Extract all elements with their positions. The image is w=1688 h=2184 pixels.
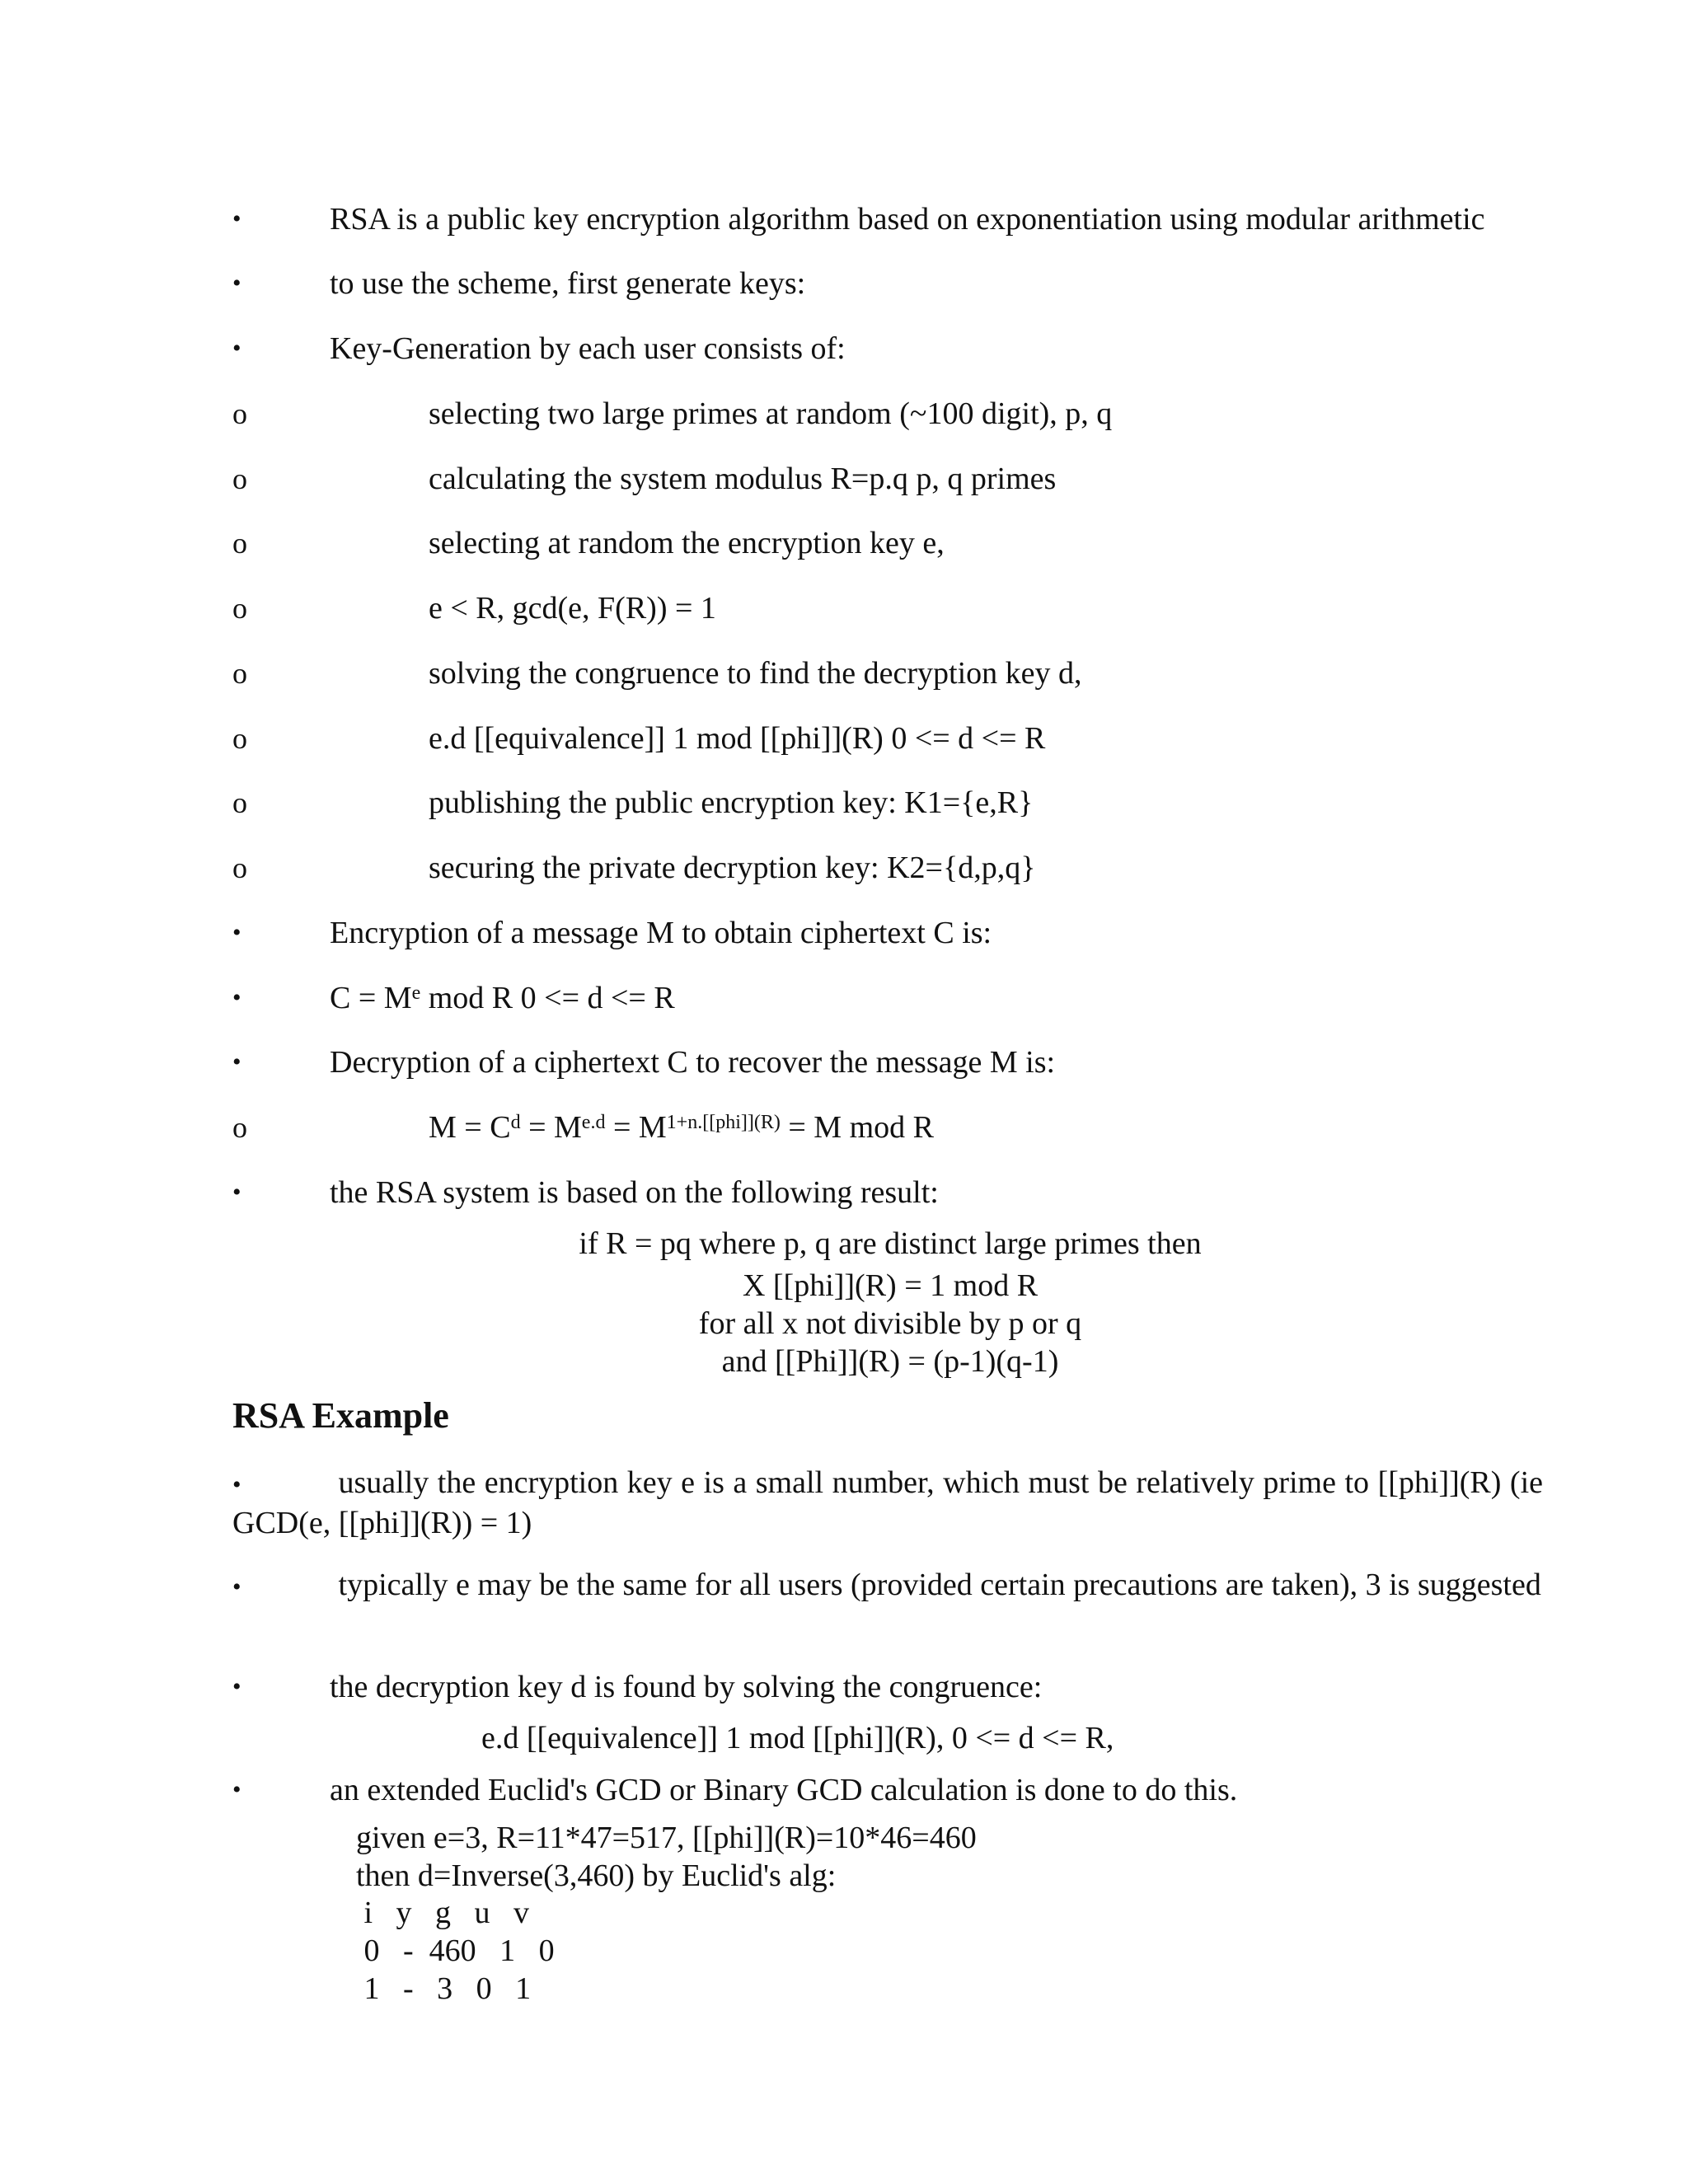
list-item: Key-Generation by each user consists of: bbox=[330, 331, 846, 366]
bullet-dot: • bbox=[232, 1048, 241, 1076]
example-then: then d=Inverse(3,460) by Euclid's alg: bbox=[356, 1858, 837, 1893]
sub-bullet: o bbox=[232, 592, 247, 625]
bullet-dot: • bbox=[232, 269, 241, 297]
sub-bullet: o bbox=[232, 851, 247, 884]
result-line: X [[phi]](R) = 1 mod R bbox=[742, 1268, 1039, 1303]
sub-bullet: o bbox=[232, 462, 247, 495]
table-row: 0 - 460 1 0 bbox=[356, 1933, 555, 1968]
table-row: 1 - 3 0 1 bbox=[356, 1971, 532, 2006]
bullet-dot: • bbox=[232, 1673, 241, 1700]
section-heading: RSA Example bbox=[232, 1395, 449, 1436]
paragraph: • typically e may be the same for all users (provided certain precautions are taken), 3 is suggested bbox=[232, 1568, 1541, 1602]
bullet-dot: • bbox=[232, 1471, 241, 1498]
decryption-formula: $M = C^d = M^{e.d} = M^{1+n.[[phi]](R)} = M$ mod R bbox=[429, 1110, 934, 1145]
bullet-dot: • bbox=[232, 1573, 241, 1601]
sub-list-item: calculating the system modulus R=p.q p, q primes bbox=[429, 462, 1057, 496]
bullet-dot: • bbox=[232, 984, 241, 1011]
sub-list-item: solving the congruence to find the decryption key d, bbox=[429, 656, 1082, 691]
list-item: RSA is a public key encryption algorithm based on exponentiation using modular arithmetic bbox=[330, 202, 1485, 237]
result-line: if R = pq where p, q are distinct large primes then bbox=[579, 1226, 1202, 1261]
bullet-dot: • bbox=[232, 919, 241, 946]
bullet-dot: • bbox=[232, 205, 241, 232]
sub-list-item: securing the private decryption key: K2={d,p,q} bbox=[429, 851, 1036, 885]
sub-bullet: o bbox=[232, 657, 247, 690]
list-item: an extended Euclid's GCD or Binary GCD calculation is done to do this. bbox=[330, 1773, 1238, 1807]
bullet-dot: • bbox=[232, 1776, 241, 1803]
sub-list-item: selecting two large primes at random (~100 digit), p, q bbox=[429, 396, 1113, 431]
encryption-formula: $C = M^e$ mod R 0 <= d <= R bbox=[330, 981, 675, 1015]
result-line: and [[Phi]](R) = (p-1)(q-1) bbox=[721, 1344, 1059, 1379]
sub-list-item: publishing the public encryption key: K1={e,R} bbox=[429, 785, 1034, 820]
example-given: given e=3, R=11*47=517, [[phi]](R)=10*46=460 bbox=[356, 1821, 977, 1855]
result-line: for all x not divisible by p or q bbox=[698, 1306, 1082, 1341]
sub-list-item: e.d [[equivalence]] 1 mod [[phi]](R) 0 <= d <= R bbox=[429, 721, 1046, 756]
sub-bullet: o bbox=[232, 722, 247, 755]
congruence-formula: e.d [[equivalence]] 1 mod [[phi]](R), 0 <= d <= R, bbox=[481, 1721, 1114, 1755]
table-header: i y g u v bbox=[356, 1896, 530, 1930]
paragraph: • usually the encryption key e is a small number, which must be relatively prime to [[phi]](R) (ie GCD(e, [[phi]](R)) = 1) bbox=[232, 1465, 1543, 1540]
sub-bullet: o bbox=[232, 397, 247, 430]
sub-list-item: selecting at random the encryption key e, bbox=[429, 526, 945, 560]
sub-bullet: o bbox=[232, 527, 247, 560]
sub-bullet: o bbox=[232, 786, 247, 819]
sub-list-item: e < R, gcd(e, F(R)) = 1 bbox=[429, 591, 716, 626]
list-item: to use the scheme, first generate keys: bbox=[330, 266, 806, 301]
list-item: Encryption of a message M to obtain ciphertext C is: bbox=[330, 916, 992, 950]
list-item: Decryption of a ciphertext C to recover the message M is: bbox=[330, 1045, 1056, 1080]
bullet-dot: • bbox=[232, 335, 241, 362]
sub-bullet: o bbox=[232, 1111, 247, 1144]
list-item: the RSA system is based on the following result: bbox=[330, 1175, 939, 1210]
list-item: the decryption key d is found by solving the congruence: bbox=[330, 1670, 1043, 1704]
bullet-dot: • bbox=[232, 1179, 241, 1206]
